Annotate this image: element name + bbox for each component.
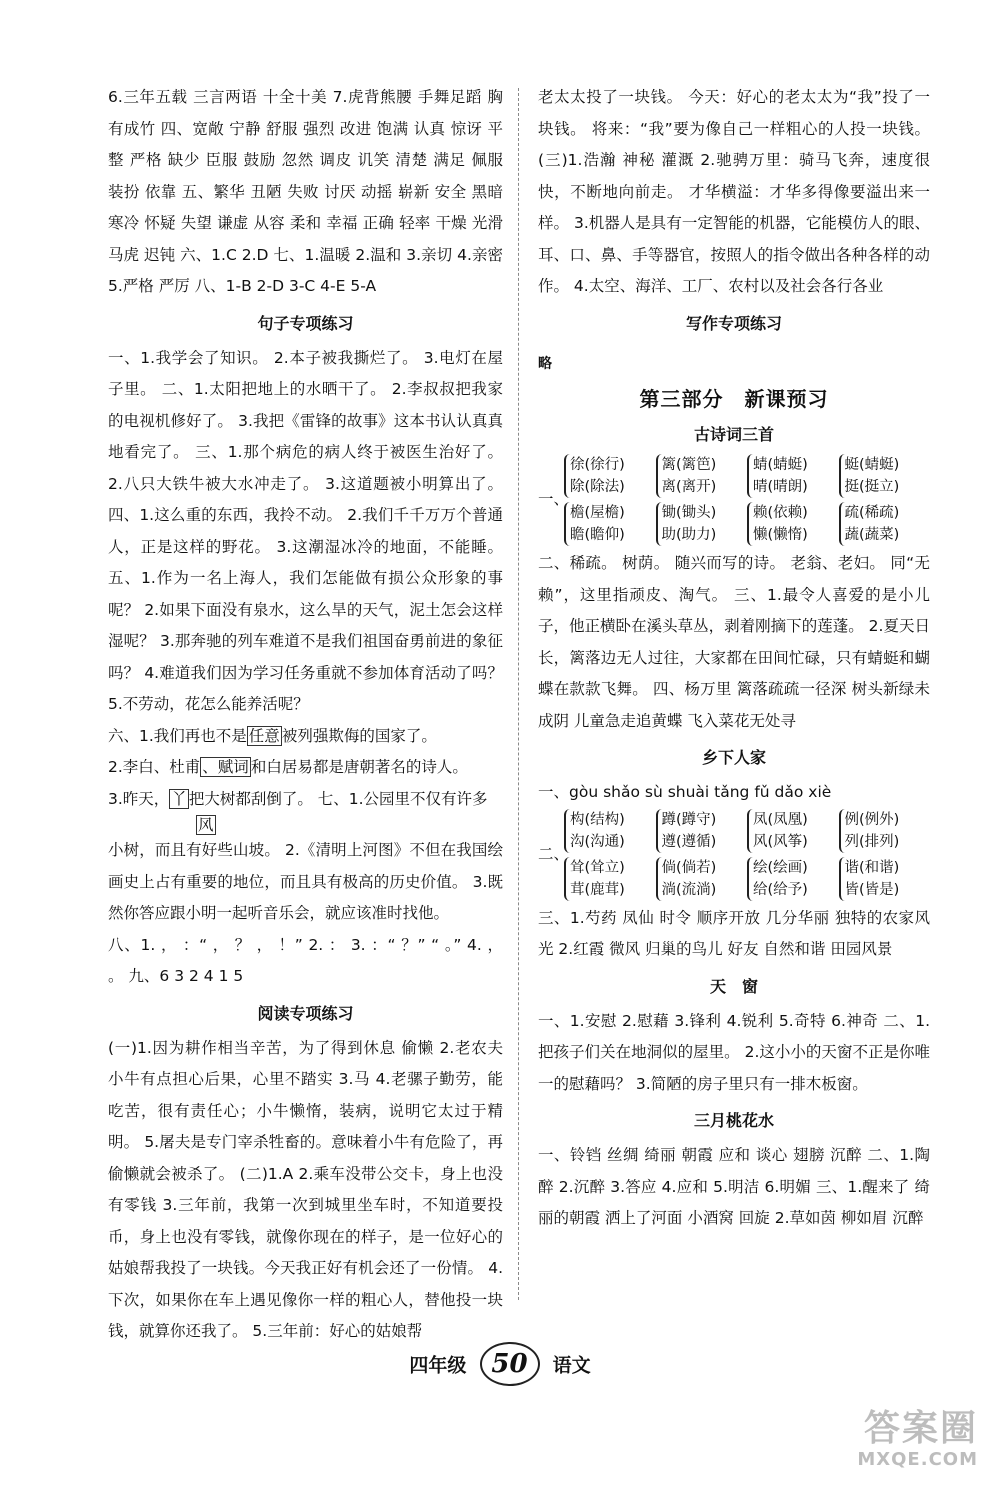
footer-subject: 语文	[552, 1354, 591, 1377]
correction-line-3	[108, 784, 503, 816]
pair-word: 晴(晴朗)	[753, 479, 808, 495]
pair-word: 蜻(蜻蜓)	[753, 457, 808, 473]
village-answers: 三、1.芍药 凤仙 时令 顺序开放 几分华丽 独特的农家风光 2.红霞 微风 归巢的鸟儿 好友 自然和谐 田园风景	[538, 908, 930, 958]
brace-pair	[839, 809, 923, 853]
correction-text: 欺侮的国家了。	[328, 726, 437, 745]
table-label: 二、	[538, 844, 570, 863]
pair-word: 瞻(瞻仰)	[570, 527, 625, 543]
character-group-table-2	[538, 809, 930, 901]
brace-pair	[656, 857, 740, 901]
brace-pair	[839, 502, 923, 546]
brace-pair	[656, 502, 740, 546]
brace-pair	[839, 454, 923, 498]
heading-village-homes: 乡下人家	[701, 748, 766, 767]
pair-word: 构(结构)	[570, 811, 625, 828]
brace-pair	[564, 857, 648, 901]
watermark-url: MXQE.COM	[857, 1449, 978, 1470]
page-footer	[0, 1342, 1000, 1386]
brace-pair	[747, 454, 831, 498]
correction-line-2	[108, 752, 503, 784]
pinyin-answers: 一、gòu shǎo sù shuài tǎng fǔ dǎo xiè	[538, 783, 832, 801]
pair-word: 篱(篱笆)	[661, 457, 717, 473]
pair-word: 给(给予)	[753, 881, 808, 898]
brace-pair	[564, 809, 648, 853]
pair-word: 檐(屋檐)	[570, 505, 625, 521]
watermark-text: 答案圈	[863, 1408, 978, 1449]
heading-march-peach-water: 三月桃花水	[693, 1111, 774, 1130]
skylight-answers: 一、1.安慰 2.慰藉 3.锋利 4.锐利 5.奇特 6.神奇 二、1.把孩子们关在地洞似的屋里。 2.这小小的天窗不正是你唯一的慰藉吗？ 3.简陋的房子里只有一排木板窗。	[538, 1011, 930, 1093]
sentence-answers: 一、1.我学会了知识。 2.本子被我撕烂了。 3.电灯在屋子里。 二、1.太阳把地上的水晒干了。 2.李叔叔把我家的电视机修好了。 3.我把《雷锋的故事》这本书认认真真地看完了。 三、1.那个病危的病人终于被医生治好了。 2.八只大铁牛被大水冲走了。 3.这道题被小明算出了。 四、1.这么重的东西，我拎不动。 2.我们千千万万个普通人，正是这样的野花。 3.这潮湿冰冷的地面，不能睡。 五、1.作为一名上海人，我们怎能做有损公众形象的事呢？ 2.如果下面没有泉水，这么旱的天气，泥土怎会这样湿呢？ 3.那奔驰的列车难道不是我们祖国奋勇前进的象征吗？ 4.难道我们因为学习任务重就不参加体育活动了吗？ 5.不劳动，花怎么能养活呢？	[108, 348, 503, 713]
brace-pair	[747, 502, 831, 546]
pair-word: 赖(依赖)	[753, 505, 808, 521]
pair-word: 离(离开)	[661, 479, 717, 495]
correction-box: 、赋词	[202, 758, 249, 776]
pair-word: 除(除法)	[570, 479, 625, 495]
omitted-note: 略	[538, 355, 552, 372]
punctuation-answers: 八、1. ， ：“ ， ？ ， ！” 2. ： 3. ：“ ？” “ 。” 4. ， 。 九、6 3 2 4 1 5	[108, 935, 503, 985]
footer-grade: 四年级	[409, 1354, 467, 1377]
reading-answers-continued: 老太太投了一块钱。 今天：好心的老太太为“我”投了一块钱。 将来：“我”要为像自己一样粗心的人投一块钱。 (三)1.浩瀚 神秘 灌溉 2.驰骋万里：骑马飞奔，速度很快，不断地向前走。 才华横溢：才华多得像要溢出来一样。 3.机器人是具有一定智能的机器，它能模仿人的眼、耳、口、鼻、手等器官，按照人的指令做出各种各样的动作。 4.太空、海洋、工厂、农村以及社会各行各业	[538, 88, 930, 295]
brace-pair	[564, 502, 648, 546]
brace-pair	[747, 857, 831, 901]
heading-sentence-practice: 句子专项练习	[257, 313, 354, 333]
right-column	[538, 82, 930, 1235]
left-column	[108, 82, 503, 1348]
pair-word: 蔬(蔬菜)	[844, 527, 900, 543]
table-grid	[564, 454, 930, 546]
pair-word: 凤(凤凰)	[753, 811, 808, 828]
correction-text: 和白居易都是唐朝著名的诗人。	[250, 758, 468, 776]
heading-skylight: 天 窗	[709, 976, 758, 996]
reading-answers: (一)1.因为耕作相当辛苦，为了得到休息 偷懒 2.老农夫 小牛有点担心后果，心里不踏实 3.马 4.老骡子勤劳，能吃苦，很有责任心；小牛懒惰，装病，说明它太过于精明。 5.屠夫是专门宰杀牲畜的。意味着小牛有危险了，再偷懒就会被杀了。 (二)1.A 2.乘车没带公交卡，身上也没有零钱 3.三年前，我第一次到城里坐车时，不知道要投币，身上也没有零钱，就像你现在的样子，是一位好心的姑娘帮我投了一块钱。今天我正好有机会还了一份情。 4.下次，如果你在车上遇见像你一样的粗心人，替他投一块钱，就算你还我了。 5.三年前：好心的姑娘帮	[108, 1038, 503, 1340]
correction-line-1	[108, 721, 503, 753]
peach-water-answers: 一、铃铛 丝绸 绮丽 朝霞 应和 谈心 翅膀 沉醉 二、1.陶醉 2.沉醉 3.答应 4.应和 5.明洁 6.明媚 三、1.醒来了 绮丽的朝霞 洒上了河面 小酒窝 回旋 2.草如茵 柳如眉 沉醉	[538, 1146, 930, 1227]
character-group-table-1	[538, 454, 930, 546]
watermark-logo	[798, 1409, 978, 1471]
pair-word: 耸(耸立)	[570, 859, 625, 876]
pair-word: 列(排列)	[844, 833, 900, 850]
column-divider	[518, 88, 519, 1300]
pair-word: 谐(和谐)	[844, 859, 900, 876]
heading-writing-practice: 写作专项练习	[685, 313, 782, 333]
pair-word: 挺(挺立)	[844, 479, 900, 495]
heading-part-three: 第三部分 新课预习	[639, 387, 829, 411]
correction-text: 把大树都刮倒了。 七、1.公园里不仅有许多	[188, 789, 488, 808]
table-label: 一、	[538, 490, 570, 509]
pair-word: 疏(稀疏)	[844, 505, 900, 521]
pair-word: 助(助力)	[661, 527, 717, 543]
pair-word: 蜓(蜻蜓)	[844, 457, 900, 473]
correction-text: 2.李白、杜甫	[108, 758, 201, 776]
pair-word: 例(例外)	[844, 811, 900, 828]
pair-word: 遵(遵循)	[661, 833, 717, 850]
correction-box: 风	[198, 816, 214, 834]
pair-word: 沟(沟通)	[570, 833, 625, 850]
brace-pair	[747, 809, 831, 853]
pair-word: 懒(懒惰)	[753, 527, 808, 543]
brace-pair	[656, 454, 740, 498]
sentence-answers-continued: 小树，而且有好些山坡。 2.《清明上河图》不但在我国绘画史上占有重要的地位，而且具有极高的历史价值。 3.既然你答应跟小明一起听音乐会，就应该准时找他。	[108, 841, 503, 922]
correction-text: 六、1.我们再也不是	[108, 726, 247, 745]
correction-box: 丫	[171, 789, 187, 808]
correction-text: 3.昨天，	[108, 789, 170, 808]
correction-insert	[108, 815, 503, 835]
correction-text: 被列强	[281, 726, 329, 745]
heading-reading-practice: 阅读专项练习	[257, 1003, 354, 1023]
heading-ancient-poems: 古诗词三首	[693, 425, 774, 444]
brace-pair	[656, 809, 740, 853]
page-number: 50	[480, 1342, 540, 1386]
pair-word: 淌(流淌)	[661, 881, 717, 898]
pair-word: 皆(皆是)	[844, 881, 900, 898]
table-grid	[564, 809, 930, 901]
poem-answers: 二、稀疏。 树荫。 随兴而写的诗。 老翁、老妇。 同“无赖”，这里指顽皮、淘气。 三、1.最令人喜爱的是小儿子，他正横卧在溪头草丛，剥着刚摘下的莲蓬。 2.夏天日长，篱落边无人过往，大家都在田间忙碌，只有蜻蜓和蝴蝶在款款飞舞。 四、杨万里 篱落疏疏一径深 树头新绿未成阴 儿童急走追黄蝶 飞入菜花无处寻	[538, 554, 930, 730]
pair-word: 锄(锄头)	[661, 505, 717, 521]
pair-word: 绘(绘画)	[753, 859, 808, 876]
pair-word: 徐(徐行)	[570, 457, 625, 473]
correction-box: 任意	[248, 726, 280, 745]
pair-word: 茸(鹿茸)	[570, 881, 625, 898]
brace-pair	[839, 857, 923, 901]
word-exercise-answers: 6.三年五载 三言两语 十全十美 7.虎背熊腰 手舞足蹈 胸有成竹 四、宽敞 宁静 舒服 强烈 改进 饱满 认真 惊讶 平整 严格 缺少 臣服 鼓励 忽然 调皮 讥笑 清楚 满足 佩服 装扮 依靠 五、繁华 丑陋 失败 讨厌 动摇 崭新 安全 黑暗 寒冷 怀疑 失望 谦虚 从容 柔和 幸福 正确 轻率 干燥 光滑 马虎 迟钝 六、1.C 2.D 七、1.温暖 2.温和 3.亲切 4.亲密 5.严格 严厉 八、1-B 2-D 3-C 4-E 5-A	[108, 88, 503, 295]
pair-word: 蹲(蹲守)	[661, 811, 717, 828]
brace-pair	[564, 454, 648, 498]
pair-word: 倘(倘若)	[661, 859, 717, 876]
pair-word: 风(风筝)	[753, 833, 808, 850]
